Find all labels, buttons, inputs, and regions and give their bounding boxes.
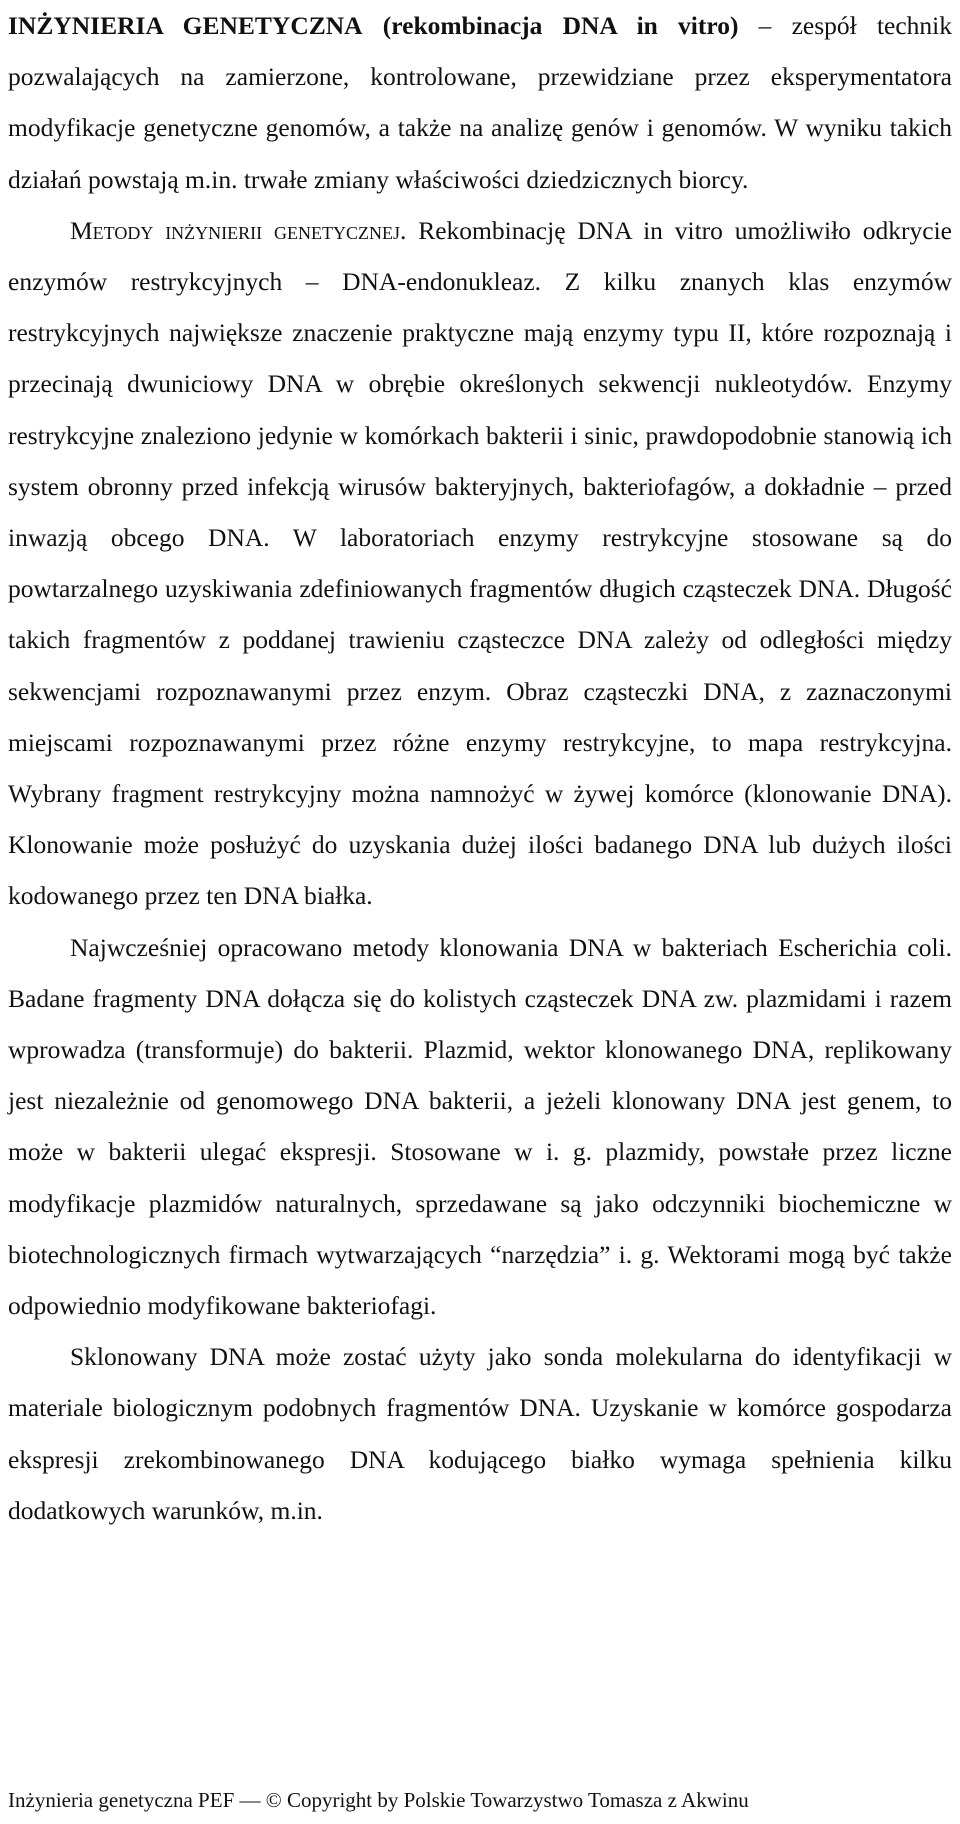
term-subtitle-bold: (rekombinacja DNA in vitro) (382, 11, 739, 40)
paragraph-methods (8, 205, 952, 922)
term-bold: INŻYNIERIA GENETYCZNA (8, 11, 363, 40)
definition-text: – zespół technik pozwalających na zamierzone, kontrolowane, przewidziane przez eksperymentatora modyfikacje genetyczne genomów, a także na analizę genów i genomów. W wyniku takich działań powstają m.in. trwałe zmiany właściwości dziedzicznych biorcy. (8, 11, 952, 194)
paragraph-probe: Sklonowany DNA może zostać użyty jako sonda molekularna do identyfikacji w materiale biologicznym podobnych fragmentów DNA. Uzyskanie w komórce gospodarza ekspresji zrekombinowanego DNA kodującego białko wymaga spełnienia kilku dodatkowych warunków, m.in. (8, 1342, 952, 1525)
methods-text: Rekombinację DNA in vitro umożliwiło odkrycie enzymów restrykcyjnych – DNA-endonukleaz. Z kilku znanych klas enzymów restrykcyjnych największe znaczenie praktyczne mają enzymy typu II, które rozpoznają i przecinają dwuniciowy DNA w obrębie określonych sekwencji nukleotydów. Enzymy restrykcyjne znaleziono jedynie w komórkach bakterii i sinic, prawdopodobnie stanowią ich system obronny przed infekcją wirusów bakteryjnych, bakteriofagów, a dokładnie – przed inwazją obcego DNA. W laboratoriach enzymy restrykcyjne stosowane są do powtarzalnego uzyskiwania zdefiniowanych fragmentów długich cząsteczek DNA. Długość takich fragmentów z poddanej trawieniu cząsteczce DNA zależy od odległości między sekwencjami rozpoznawanymi przez enzym. Obraz cząsteczki DNA, z zaznaczonymi miejscami rozpoznawanymi przez różne enzymy restrykcyjne, to mapa restrykcyjna. Wybrany fragment restrykcyjny można namnożyć w żywej komórce (klonowanie DNA). Klonowanie może posłużyć do uzyskania dużej ilości badanego DNA lub dużych ilości kodowanego przez ten DNA białka. (8, 215, 952, 911)
document-body (8, 0, 952, 1536)
page-footer: Inżynieria genetyczna PEF — © Copyright by Polskie Towarzystwo Tomasza z Akwinu (8, 1788, 749, 1812)
paragraph-cloning: Najwcześniej opracowano metody klonowania DNA w bakteriach Escherichia coli. Badane fragmenty DNA dołącza się do kolistych cząsteczek DNA zw. plazmidami i razem wprowadza (transformuje) do bakterii. Plazmid, wektor klonowanego DNA, replikowany jest niezależnie od genomowego DNA bakterii, a jeżeli klonowany DNA jest genem, to może w bakterii ulegać ekspresji. Stosowane w i. g. plazmidy, powstałe przez liczne modyfikacje plazmidów naturalnych, sprzedawane są jako odczynniki biochemiczne w biotechnologicznych firmach wytwarzających “narzędzia” i. g. Wektorami mogą być także odpowiednio modyfikowane bakteriofagi. (8, 932, 952, 1321)
section-heading: Metody inżynierii genetycznej. (70, 215, 407, 245)
paragraph-definition (8, 0, 952, 205)
